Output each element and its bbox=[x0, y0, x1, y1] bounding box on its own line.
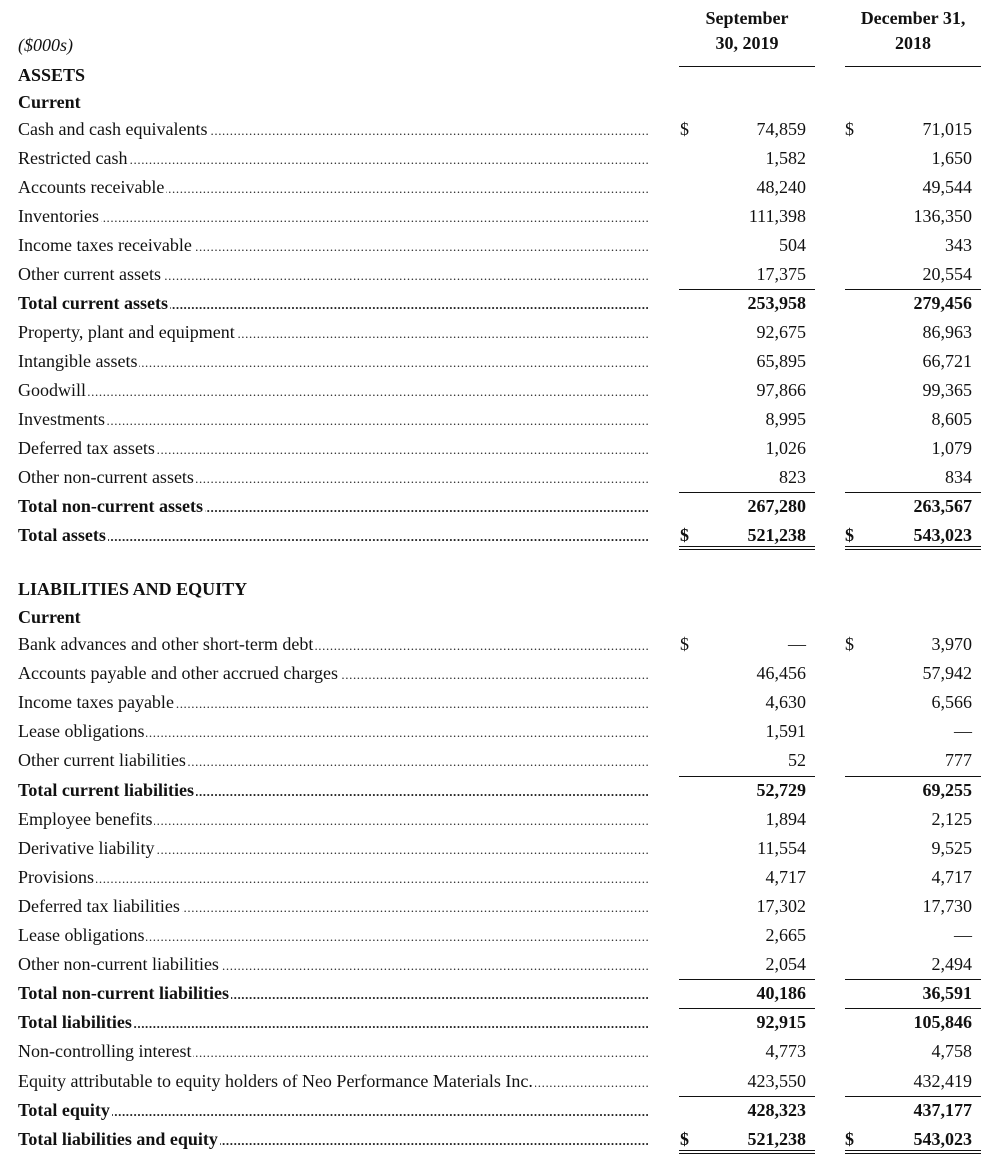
row-label-text: Provisions bbox=[18, 866, 95, 887]
row-label-text: Restricted cash bbox=[18, 148, 128, 168]
value-sep-2019: 521,238 bbox=[747, 525, 806, 545]
row-label-text: Goodwill bbox=[18, 380, 87, 400]
row-label bbox=[18, 347, 648, 376]
row-label bbox=[18, 1067, 648, 1096]
row-label bbox=[18, 376, 648, 405]
row-label bbox=[18, 863, 648, 892]
value-dec-2018: 2,125 bbox=[931, 808, 972, 829]
row-label bbox=[18, 834, 648, 863]
statement-row bbox=[0, 834, 1006, 863]
value-dec-2018: 9,525 bbox=[931, 837, 972, 858]
statement-row bbox=[0, 1008, 1006, 1037]
row-label bbox=[18, 659, 648, 688]
value-sep-2019: 253,958 bbox=[747, 293, 806, 313]
value-sep-2019: 65,895 bbox=[756, 351, 806, 371]
row-label-text: Lease obligations bbox=[18, 721, 145, 742]
assets-current-heading-row bbox=[0, 88, 1006, 117]
value-sep-2019: 92,675 bbox=[756, 322, 806, 342]
row-label bbox=[18, 717, 648, 746]
assets-heading: ASSETS bbox=[18, 65, 86, 85]
row-label-text: Employee benefits bbox=[18, 808, 153, 829]
statement-row bbox=[0, 318, 1006, 347]
statement-row bbox=[0, 202, 1006, 231]
row-label-text: Total assets bbox=[18, 525, 106, 545]
row-label-text: Inventories bbox=[18, 206, 99, 226]
statement-row bbox=[0, 688, 1006, 717]
value-dec-2018: 86,963 bbox=[922, 322, 972, 342]
currency-symbol: $ bbox=[680, 1128, 689, 1149]
value-sep-2019: 521,238 bbox=[747, 1128, 806, 1149]
value-dec-2018: 432,419 bbox=[913, 1070, 972, 1091]
row-label-text: Non-controlling interest bbox=[18, 1041, 192, 1062]
statement-row bbox=[0, 347, 1006, 376]
units-label: ($000s) bbox=[18, 35, 73, 55]
value-dec-2018: 49,544 bbox=[922, 177, 972, 197]
value-dec-2018: 2,494 bbox=[931, 954, 972, 975]
statement-row bbox=[0, 173, 1006, 202]
value-dec-2018: 543,023 bbox=[913, 525, 972, 545]
liabilities-heading: LIABILITIES AND EQUITY bbox=[18, 579, 248, 599]
statement-row bbox=[0, 805, 1006, 834]
row-label bbox=[18, 776, 648, 805]
row-label-text: Total current assets bbox=[18, 293, 168, 313]
value-dec-2018: 543,023 bbox=[913, 1128, 972, 1149]
value-sep-2019: 46,456 bbox=[756, 663, 806, 684]
statement-row bbox=[0, 521, 1006, 550]
statement-row bbox=[0, 260, 1006, 289]
currency-symbol: $ bbox=[680, 525, 689, 545]
value-sep-2019: 97,866 bbox=[756, 380, 806, 400]
statement-row bbox=[0, 434, 1006, 463]
value-dec-2018: 66,721 bbox=[922, 351, 972, 371]
value-dec-2018: 777 bbox=[945, 750, 972, 771]
assets-current-heading: Current bbox=[18, 92, 81, 112]
statement-row bbox=[0, 376, 1006, 405]
value-sep-2019: 2,054 bbox=[765, 954, 806, 975]
row-label bbox=[18, 979, 648, 1008]
value-sep-2019: 40,186 bbox=[756, 983, 806, 1004]
row-label bbox=[18, 1096, 648, 1125]
row-label-text: Income taxes payable bbox=[18, 692, 174, 713]
row-label-text: Other current assets bbox=[18, 264, 161, 284]
value-dec-2018: 279,456 bbox=[913, 293, 972, 313]
row-label-text: Accounts payable and other accrued charges bbox=[18, 663, 339, 684]
row-label bbox=[18, 892, 648, 921]
row-label-text: Bank advances and other short-term debt bbox=[18, 634, 314, 654]
value-dec-2018: 343 bbox=[945, 235, 972, 255]
row-label bbox=[18, 1008, 648, 1037]
row-label-text: Property, plant and equipment bbox=[18, 322, 235, 342]
value-dec-2018: 8,605 bbox=[931, 409, 972, 429]
currency-symbol: $ bbox=[845, 1128, 854, 1149]
value-dec-2018: 4,758 bbox=[931, 1041, 972, 1062]
value-sep-2019: 4,717 bbox=[765, 866, 806, 887]
value-dec-2018: 3,970 bbox=[931, 634, 972, 654]
value-dec-2018: 105,846 bbox=[913, 1012, 972, 1033]
row-label bbox=[18, 289, 648, 318]
row-label-text: Investments bbox=[18, 409, 105, 429]
row-label bbox=[18, 173, 648, 202]
row-label bbox=[18, 260, 648, 289]
value-dec-2018: — bbox=[954, 925, 972, 945]
row-label bbox=[18, 144, 648, 173]
row-label bbox=[18, 1037, 648, 1066]
statement-row bbox=[0, 144, 1006, 173]
row-label bbox=[18, 921, 648, 950]
statement-row bbox=[0, 1067, 1006, 1096]
value-dec-2018: 1,650 bbox=[931, 148, 972, 168]
value-sep-2019: 1,894 bbox=[765, 808, 806, 829]
row-label-text: Other non-current liabilities bbox=[18, 954, 219, 975]
value-sep-2019: 1,591 bbox=[765, 721, 806, 742]
row-label-text: Total non-current assets bbox=[18, 496, 204, 516]
statement-row bbox=[0, 863, 1006, 892]
value-sep-2019: 52 bbox=[788, 750, 806, 771]
row-label-text: Income taxes receivable bbox=[18, 235, 192, 255]
value-sep-2019: 111,398 bbox=[748, 206, 806, 226]
value-sep-2019: 1,026 bbox=[765, 438, 806, 458]
row-label bbox=[18, 805, 648, 834]
row-label bbox=[18, 746, 648, 775]
value-sep-2019: 1,582 bbox=[765, 148, 806, 168]
statement-row bbox=[0, 289, 1006, 318]
value-sep-2019: 823 bbox=[779, 467, 806, 487]
row-label-text: Lease obligations bbox=[18, 925, 145, 945]
row-label-text: Total equity bbox=[18, 1099, 110, 1120]
value-sep-2019: 17,302 bbox=[756, 895, 806, 916]
statement-row bbox=[0, 231, 1006, 260]
value-sep-2019: 52,729 bbox=[756, 779, 806, 800]
currency-symbol: $ bbox=[680, 119, 689, 139]
value-sep-2019: 17,375 bbox=[756, 264, 806, 284]
statement-row bbox=[0, 463, 1006, 492]
row-label-text: Total non-current liabilities bbox=[18, 983, 230, 1004]
statement-row bbox=[0, 492, 1006, 521]
currency-symbol: $ bbox=[845, 119, 854, 139]
currency-symbol: $ bbox=[845, 525, 854, 545]
value-dec-2018: 263,567 bbox=[913, 496, 972, 516]
statement-row bbox=[0, 1125, 1006, 1154]
row-label bbox=[18, 318, 648, 347]
statement-row bbox=[0, 921, 1006, 950]
column-header-line2: 30, 2019 bbox=[715, 33, 779, 53]
value-sep-2019: 423,550 bbox=[747, 1070, 806, 1091]
liabilities-current-heading: Current bbox=[18, 607, 81, 627]
statement-row bbox=[0, 115, 1006, 144]
statement-row bbox=[0, 630, 1006, 659]
row-label bbox=[18, 434, 648, 463]
value-sep-2019: 8,995 bbox=[765, 409, 806, 429]
value-sep-2019: 2,665 bbox=[765, 925, 806, 945]
units-row bbox=[0, 31, 1006, 60]
statement-row bbox=[0, 405, 1006, 434]
value-dec-2018: 36,591 bbox=[922, 983, 972, 1004]
value-dec-2018: 1,079 bbox=[931, 438, 972, 458]
statement-row bbox=[0, 950, 1006, 979]
row-label bbox=[18, 231, 648, 260]
value-dec-2018: 834 bbox=[945, 467, 972, 487]
statement-row bbox=[0, 717, 1006, 746]
row-label-text: Other current liabilities bbox=[18, 750, 186, 771]
row-label bbox=[18, 202, 648, 231]
row-label-text: Other non-current assets bbox=[18, 467, 194, 487]
value-dec-2018: 69,255 bbox=[922, 779, 972, 800]
row-label-text: Total liabilities and equity bbox=[18, 1128, 218, 1149]
value-dec-2018: 17,730 bbox=[922, 895, 972, 916]
value-dec-2018: 6,566 bbox=[931, 692, 972, 713]
row-label-text: Derivative liability bbox=[18, 837, 155, 858]
value-sep-2019: — bbox=[788, 634, 806, 654]
row-label bbox=[18, 492, 648, 521]
row-label-text: Total liabilities bbox=[18, 1012, 132, 1033]
value-sep-2019: 74,859 bbox=[756, 119, 806, 139]
column-header-line1: December 31, bbox=[860, 8, 966, 28]
currency-symbol: $ bbox=[845, 634, 854, 654]
row-label-text: Deferred tax assets bbox=[18, 438, 155, 458]
statement-row bbox=[0, 979, 1006, 1008]
row-label bbox=[18, 1125, 648, 1154]
row-label bbox=[18, 950, 648, 979]
row-label bbox=[18, 115, 648, 144]
statement-row bbox=[0, 659, 1006, 688]
value-dec-2018: 20,554 bbox=[922, 264, 972, 284]
value-dec-2018: 4,717 bbox=[931, 866, 972, 887]
statement-row bbox=[0, 1037, 1006, 1066]
value-dec-2018: 99,365 bbox=[922, 380, 972, 400]
row-label-text: Equity attributable to equity holders of Neo Performance Materials Inc. bbox=[18, 1070, 533, 1091]
value-sep-2019: 428,323 bbox=[747, 1099, 806, 1120]
statement-row bbox=[0, 776, 1006, 805]
row-label-text: Intangible assets bbox=[18, 351, 138, 371]
row-label bbox=[18, 688, 648, 717]
row-label-text: Accounts receivable bbox=[18, 177, 165, 197]
liabilities-heading-row bbox=[0, 575, 1006, 604]
value-sep-2019: 92,915 bbox=[756, 1012, 806, 1033]
statement-row bbox=[0, 892, 1006, 921]
row-label bbox=[18, 405, 648, 434]
value-dec-2018: 437,177 bbox=[913, 1099, 972, 1120]
value-sep-2019: 4,773 bbox=[765, 1041, 806, 1062]
row-label-text: Total current liabilities bbox=[18, 779, 195, 800]
value-dec-2018: 71,015 bbox=[922, 119, 972, 139]
value-dec-2018: 57,942 bbox=[922, 663, 972, 684]
row-label-text: Cash and cash equivalents bbox=[18, 119, 208, 139]
statement-row bbox=[0, 1096, 1006, 1125]
value-dec-2018: 136,350 bbox=[913, 206, 972, 226]
value-sep-2019: 504 bbox=[779, 235, 806, 255]
value-sep-2019: 11,554 bbox=[757, 837, 806, 858]
column-header-line2: 2018 bbox=[895, 33, 931, 53]
liabilities-current-heading-row bbox=[0, 603, 1006, 632]
row-label bbox=[18, 521, 648, 550]
value-sep-2019: 267,280 bbox=[747, 496, 806, 516]
row-label-text: Deferred tax liabilities bbox=[18, 895, 180, 916]
value-sep-2019: 4,630 bbox=[765, 692, 806, 713]
row-label bbox=[18, 630, 648, 659]
statement-row bbox=[0, 746, 1006, 775]
column-header-line1: September bbox=[705, 8, 789, 28]
value-sep-2019: 48,240 bbox=[756, 177, 806, 197]
currency-symbol: $ bbox=[680, 634, 689, 654]
assets-heading-row bbox=[0, 61, 1006, 90]
row-label bbox=[18, 463, 648, 492]
value-dec-2018: — bbox=[954, 721, 972, 742]
